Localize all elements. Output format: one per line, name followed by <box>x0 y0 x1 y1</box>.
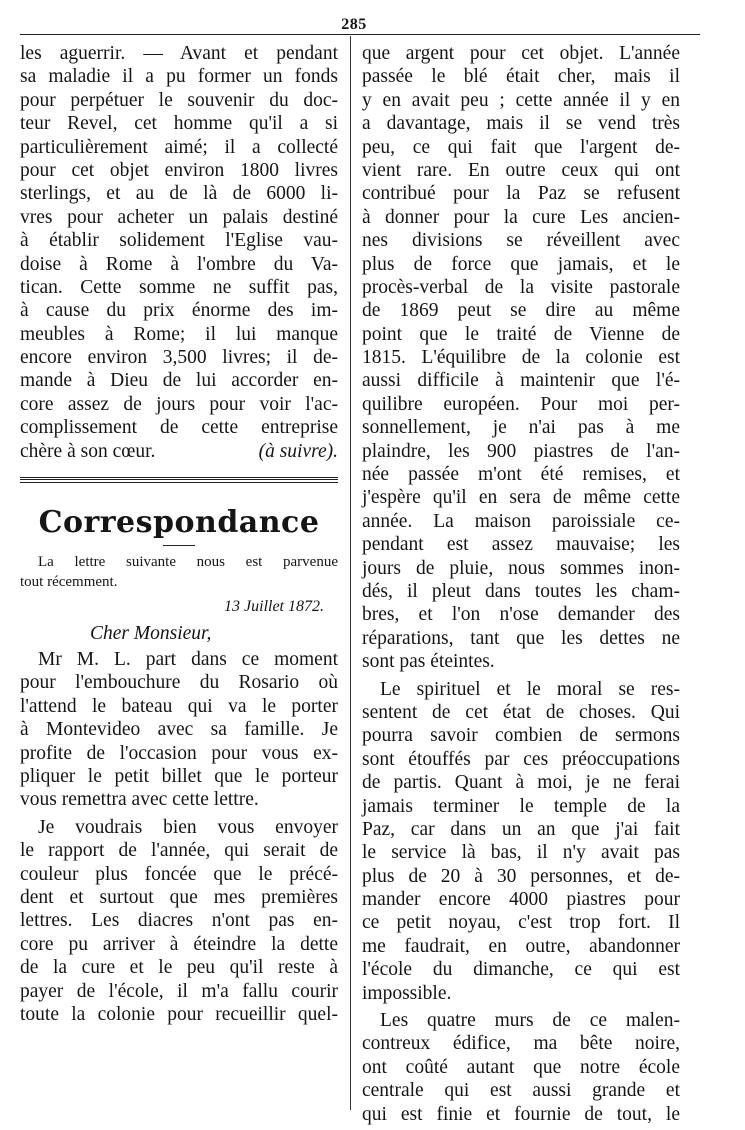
closing-line <box>20 440 338 463</box>
text-line: pour perpétuer le souvenir du doc- <box>20 89 338 111</box>
letter-paragraph <box>20 648 338 812</box>
intro-line: tout récemment. <box>20 574 118 591</box>
text-line: plaindre, les 900 piastres de l'an- <box>362 440 680 462</box>
text-line: centrale qui est aussi grande et <box>362 1080 680 1102</box>
text-line: encore environ 3,500 livres; il de- <box>20 347 338 369</box>
text-line: lettres. Les diacres n'ont pas en- <box>20 910 338 932</box>
text-line: jours de pluie, nous sommes inon- <box>362 557 680 579</box>
text-line: sonnellement, je n'ai pas à me <box>362 417 680 439</box>
text-line: a davantage, mais il se vend très <box>362 113 680 135</box>
text-line: core pu arriver à éteindre la dette <box>20 933 338 955</box>
salutation: Cher Monsieur, <box>90 623 212 645</box>
text-line: aussi difficile à maintenir que l'é- <box>362 370 680 392</box>
text-line: Mr M. L. part dans ce moment <box>38 649 338 671</box>
text-line: sterlings, et au de là de 6000 li- <box>20 183 338 205</box>
text-line: sentent de cet état de choses. Qui <box>362 701 680 723</box>
text-line: vient rare. En outre ceux qui ont <box>362 159 680 181</box>
text-line: Les quatre murs de ce malen- <box>380 1010 680 1032</box>
text-line: mande à Dieu de lui accorder en- <box>20 370 338 392</box>
text-line: sont pas éteintes. <box>362 651 495 673</box>
letter-paragraph <box>20 816 338 1027</box>
left-column <box>20 42 338 1026</box>
text-line: passée le blé était cher, mais il <box>362 66 680 88</box>
text-line: pendant est assez mauvaise; les <box>362 534 680 556</box>
text-line: procès-verbal de la visite pastorale <box>362 276 680 298</box>
text-line: pliquer le petit billet que le porteur <box>20 765 338 787</box>
text-line: de 1869 peut se dire au même <box>362 300 680 322</box>
text-line: que argent pour cet objet. L'année <box>362 43 680 64</box>
text-line: sont étouffés par ces préoccupations <box>362 748 680 770</box>
section-title: Correspondance <box>38 505 320 541</box>
text-line: née passée m'ont été remises, et <box>362 464 680 486</box>
text-line: de la cure et le peu qu'il reste à <box>20 957 338 979</box>
text-line: me faudrait, en outre, abandonner <box>362 935 680 957</box>
text-line: j'espère qu'il en sera de même cette <box>362 487 680 509</box>
letter-date: 13 Juillet 1872. <box>224 598 324 616</box>
letter-paragraph <box>362 678 680 1005</box>
continued-article <box>20 42 338 463</box>
text-line: core assez de jours pour voir l'ac- <box>20 393 338 415</box>
text-line: couleur plus foncée que le précé- <box>20 863 338 885</box>
text-line: de partis. Quant à moi, je ne ferai <box>362 772 680 794</box>
text-line: jamais terminer le temple de la <box>362 795 680 817</box>
text-line: les aguerrir. — Avant et pendant <box>20 43 338 64</box>
text-line: pourra savoir combien de sermons <box>362 725 680 747</box>
text-line: Paz, car dans un an que j'ai fait <box>362 818 680 840</box>
text-line: quilibre européen. Pour moi per- <box>362 393 680 415</box>
text-line: le service là bas, il n'y avait pas <box>362 842 680 864</box>
text-line: impossible. <box>362 982 452 1004</box>
title-dash <box>163 545 195 546</box>
text-line: Le spirituel et le moral se res- <box>380 678 680 700</box>
text-line: pour cet objet environ 1800 livres <box>20 159 338 181</box>
text-line: contribué pour la Paz se refusent <box>362 183 680 205</box>
text-line: sa maladie il a pu former un fonds <box>20 66 338 88</box>
text-line: le rapport de l'année, qui serait de <box>20 840 338 862</box>
to-be-continued-note: (à suivre). <box>258 440 338 462</box>
text-line: contreux édifice, ma bête noire, <box>362 1033 680 1055</box>
text-line: toute la colonie pour recueillir quel- <box>20 1003 338 1025</box>
text-line: vres pour acheter un palais destiné <box>20 206 338 228</box>
page-number: 285 <box>341 16 367 33</box>
text-line: mander encore 4000 piastres pour <box>362 889 680 911</box>
closing-text: chère à son cœur. <box>20 440 156 462</box>
text-line: particulièrement aimé; il a collecté <box>20 136 338 158</box>
header-rule <box>20 34 700 35</box>
section-divider <box>20 477 338 483</box>
text-line: profite de l'occasion pour vous ex- <box>20 742 338 764</box>
text-line: nes divisions se réveillent avec <box>362 230 680 252</box>
text-line: ont coûté autant que notre école <box>362 1056 680 1078</box>
text-line: tican. Cette somme ne suffit pas, <box>20 276 338 298</box>
text-line: à établir solidement l'Eglise vau- <box>20 230 338 252</box>
text-line: point que le traité de Vienne de <box>362 323 680 345</box>
text-line: vous remettra avec cette lettre. <box>20 789 259 811</box>
text-line: l'attend le bateau qui va le porter <box>20 695 338 717</box>
text-line: 1815. L'équilibre de la colonie est <box>362 347 680 369</box>
text-line: teur Revel, cet homme qu'il a si <box>20 113 338 135</box>
text-line: année. La maison paroissiale ce- <box>362 510 680 532</box>
text-line: meubles à Rome; il lui manque <box>20 323 338 345</box>
text-line: dent et surtout que mes premières <box>20 886 338 908</box>
text-line: pour l'embouchure du Rosario où <box>20 672 338 694</box>
text-line: peu, ce qui fait que l'argent de- <box>362 136 680 158</box>
text-line: payer de l'école, il m'a fallu courir <box>20 980 338 1002</box>
right-column <box>362 42 680 1126</box>
text-line: Je voudrais bien vous envoyer <box>38 816 338 838</box>
text-line: à donner pour la cure Les ancien- <box>362 206 680 228</box>
text-line: plus de force que jamais, et le <box>362 253 680 275</box>
text-line: à cause du prix énorme des im- <box>20 300 338 322</box>
text-line: complissement de cette entreprise <box>20 417 338 439</box>
text-line: qui est finie et fournie de tout, le <box>362 1103 680 1125</box>
column-divider <box>350 36 351 1110</box>
text-line: dés, il pleut dans toutes les cham- <box>362 580 680 602</box>
text-line: à Montevideo avec sa famille. Je <box>20 719 338 741</box>
letter-paragraph <box>362 1009 680 1126</box>
text-line: ce petit noyau, c'est trop fort. Il <box>362 912 680 934</box>
text-line: plus de 20 à 30 personnes, et de- <box>362 865 680 887</box>
text-line: bres, et l'on n'ose demander des <box>362 604 680 626</box>
text-line: y en avait peu ; cette année il y en <box>362 89 680 111</box>
text-line: réparations, tant que les dettes ne <box>362 627 680 649</box>
letter-paragraph <box>362 42 680 674</box>
text-line: doise à Rome à l'ombre du Va- <box>20 253 338 275</box>
intro-line: La lettre suivante nous est parvenue <box>38 554 338 571</box>
text-line: l'école du dimanche, ce qui est <box>362 959 680 981</box>
